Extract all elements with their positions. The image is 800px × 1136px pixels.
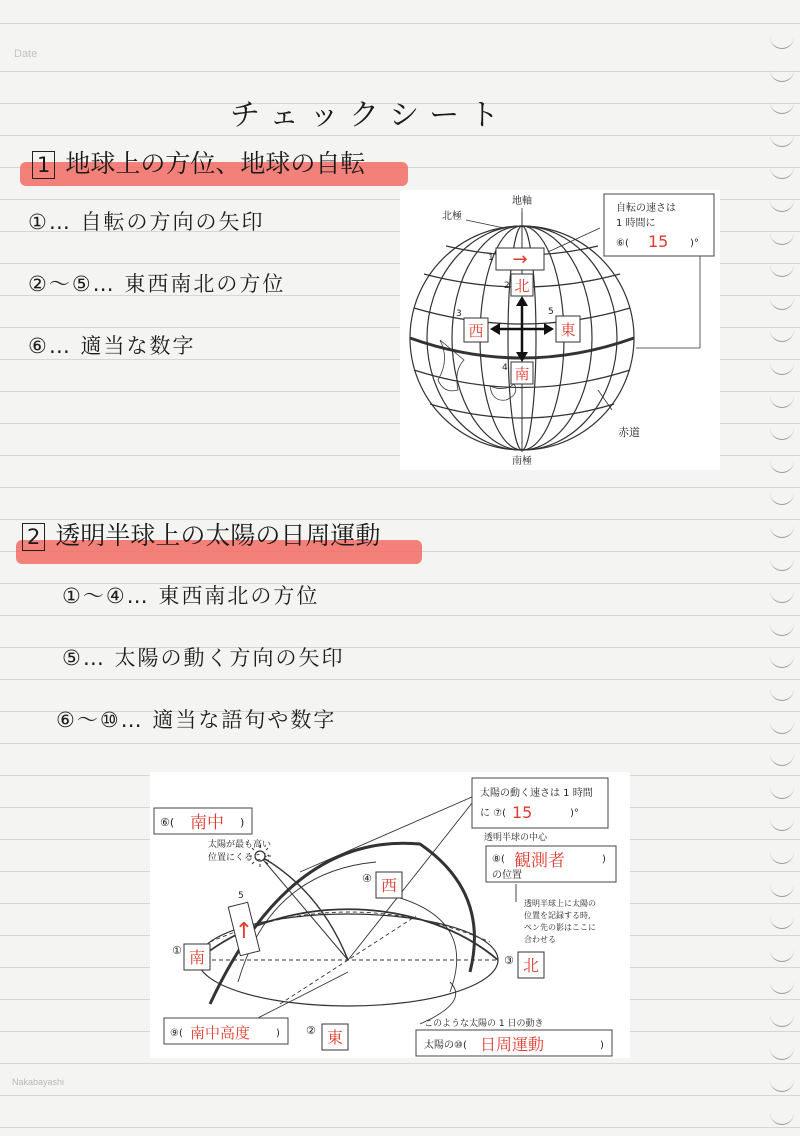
ring-hole <box>770 556 794 571</box>
axis-label: 地軸 <box>512 196 532 207</box>
ring-hole <box>770 719 794 734</box>
ring-hole <box>770 458 794 473</box>
sun-speed-box <box>472 778 608 828</box>
answer-dir-4: 西 <box>380 876 398 895</box>
dir-3-num: ③ <box>504 954 514 967</box>
dir-1-num: ① <box>172 944 182 957</box>
pen-note-line2: 位置を記録する時, <box>524 911 591 920</box>
culmination-note-line1: 太陽が最も高い <box>208 840 272 850</box>
sun-speed-close: )° <box>570 808 579 819</box>
ring-hole <box>770 784 794 799</box>
section1-number: 1 <box>32 151 55 179</box>
section1-heading-text: 地球上の方位、地球の自転 <box>65 149 366 178</box>
ring-hole <box>770 262 794 277</box>
ring-hole <box>770 425 794 440</box>
section2-item-3: ⑥～⑩… 適当な語句や数字 <box>56 708 337 732</box>
speed-box-close: )° <box>690 238 699 249</box>
sun-speed-line1: 太陽の動く速さは 1 時間 <box>480 788 593 799</box>
answer-culmination: 南中 <box>190 813 224 833</box>
ring-hole <box>770 653 794 668</box>
section2-item-1: ①～④… 東西南北の方位 <box>62 584 320 608</box>
ring-hole <box>770 523 794 538</box>
ring-hole <box>770 947 794 962</box>
sun-speed-prefix: に ⑦( <box>480 808 507 819</box>
ring-hole <box>770 686 794 701</box>
ring-hole <box>770 849 794 864</box>
answer-dir-3: 北 <box>522 956 540 975</box>
answer-dir-5: ↑ <box>234 919 254 944</box>
sun-daily-motion-diagram <box>150 772 630 1058</box>
ring-hole <box>770 882 794 897</box>
culmination-close: ) <box>240 816 245 829</box>
section1-item-3: ⑥… 適当な数字 <box>28 334 196 358</box>
observer-close: ) <box>602 854 606 865</box>
marker-4: 4 <box>502 363 508 373</box>
section1-item-2: ②～⑤… 東西南北の方位 <box>28 272 286 296</box>
ring-hole <box>770 914 794 929</box>
speed-box-num: ⑥( <box>616 238 629 249</box>
answer-observer: 観測者 <box>514 851 565 871</box>
ring-hole <box>770 99 794 114</box>
answer-dir-1: 南 <box>188 948 206 967</box>
ring-hole <box>770 295 794 310</box>
answer-west: 西 <box>468 322 484 340</box>
pen-note-line3: ペン先の影はここに <box>524 923 596 932</box>
equator-label: 赤道 <box>618 426 640 439</box>
culmination-note-line2: 位置にくること <box>208 853 272 863</box>
altitude-close: ) <box>276 1028 280 1039</box>
section2-heading <box>22 516 380 552</box>
answer-altitude: 南中高度 <box>190 1024 251 1042</box>
dir-5-num: 5 <box>238 891 244 901</box>
altitude-num: ⑨( <box>170 1028 183 1039</box>
marker-1: 1 <box>488 253 494 263</box>
footer-label: Nakabayashi <box>12 1077 65 1087</box>
section2-heading-text: 透明半球上の太陽の日周運動 <box>55 521 381 550</box>
center-label: 透明半球の中心 <box>484 833 548 843</box>
ring-hole <box>770 816 794 831</box>
pen-note-line1: 透明半球上に太陽の <box>524 899 596 908</box>
section2-number: 2 <box>22 523 45 551</box>
ring-hole <box>770 230 794 245</box>
ring-hole <box>770 132 794 147</box>
ring-hole <box>770 621 794 636</box>
section1-item-1: ①… 自転の方向の矢印 <box>28 210 265 234</box>
north-pole-label: 北極 <box>442 211 462 222</box>
answer-east: 東 <box>560 321 576 339</box>
ring-hole <box>770 588 794 603</box>
ring-hole <box>770 327 794 342</box>
answer-daily-motion: 日周運動 <box>480 1035 545 1054</box>
ring-hole <box>770 197 794 212</box>
answer-dir-2: 東 <box>326 1028 344 1047</box>
answer-north: 北 <box>514 277 530 295</box>
marker-2: 2 <box>504 281 510 291</box>
speed-box-line2: 1 時間に <box>616 218 656 229</box>
speed-box-line1: 自転の速さは <box>616 203 676 214</box>
answer-south: 南 <box>514 365 530 383</box>
ring-hole <box>770 67 794 82</box>
culmination-num: ⑥( <box>160 816 175 829</box>
earth-rotation-diagram <box>400 190 720 470</box>
page-title: チェックシート <box>230 98 510 133</box>
daily-motion-prefix: 太陽の⑩( <box>424 1040 467 1051</box>
ring-hole <box>770 34 794 49</box>
ring-hole <box>770 360 794 375</box>
ring-hole <box>770 1110 794 1125</box>
daily-motion-close: ) <box>600 1040 604 1051</box>
ring-hole <box>770 164 794 179</box>
marker-5: 5 <box>548 307 554 317</box>
ring-hole <box>770 393 794 408</box>
section1-heading <box>32 144 365 180</box>
section2-item-2: ⑤… 太陽の動く方向の矢印 <box>62 646 345 670</box>
ring-hole <box>770 1012 794 1027</box>
ring-binding <box>756 0 800 1136</box>
ring-hole <box>770 1077 794 1092</box>
ring-hole <box>770 1045 794 1060</box>
pen-note-line4: 合わせる <box>524 935 556 944</box>
ring-hole <box>770 490 794 505</box>
answer-sun-speed: 15 <box>512 803 533 822</box>
south-pole-label: 南極 <box>512 456 532 467</box>
ring-hole <box>770 979 794 994</box>
daily-motion-note: このような太陽の 1 日の動き <box>424 1019 544 1029</box>
answer-rotation-speed: 15 <box>648 232 669 251</box>
observer-suffix: の位置 <box>492 870 522 881</box>
dir-4-num: ④ <box>362 872 372 885</box>
dir-2-num: ② <box>306 1024 316 1037</box>
marker-3: 3 <box>456 309 462 319</box>
observer-num: ⑧( <box>492 854 505 865</box>
answer-rotation-arrow: → <box>512 249 528 270</box>
ring-hole <box>770 751 794 766</box>
date-label: Date <box>14 48 38 60</box>
